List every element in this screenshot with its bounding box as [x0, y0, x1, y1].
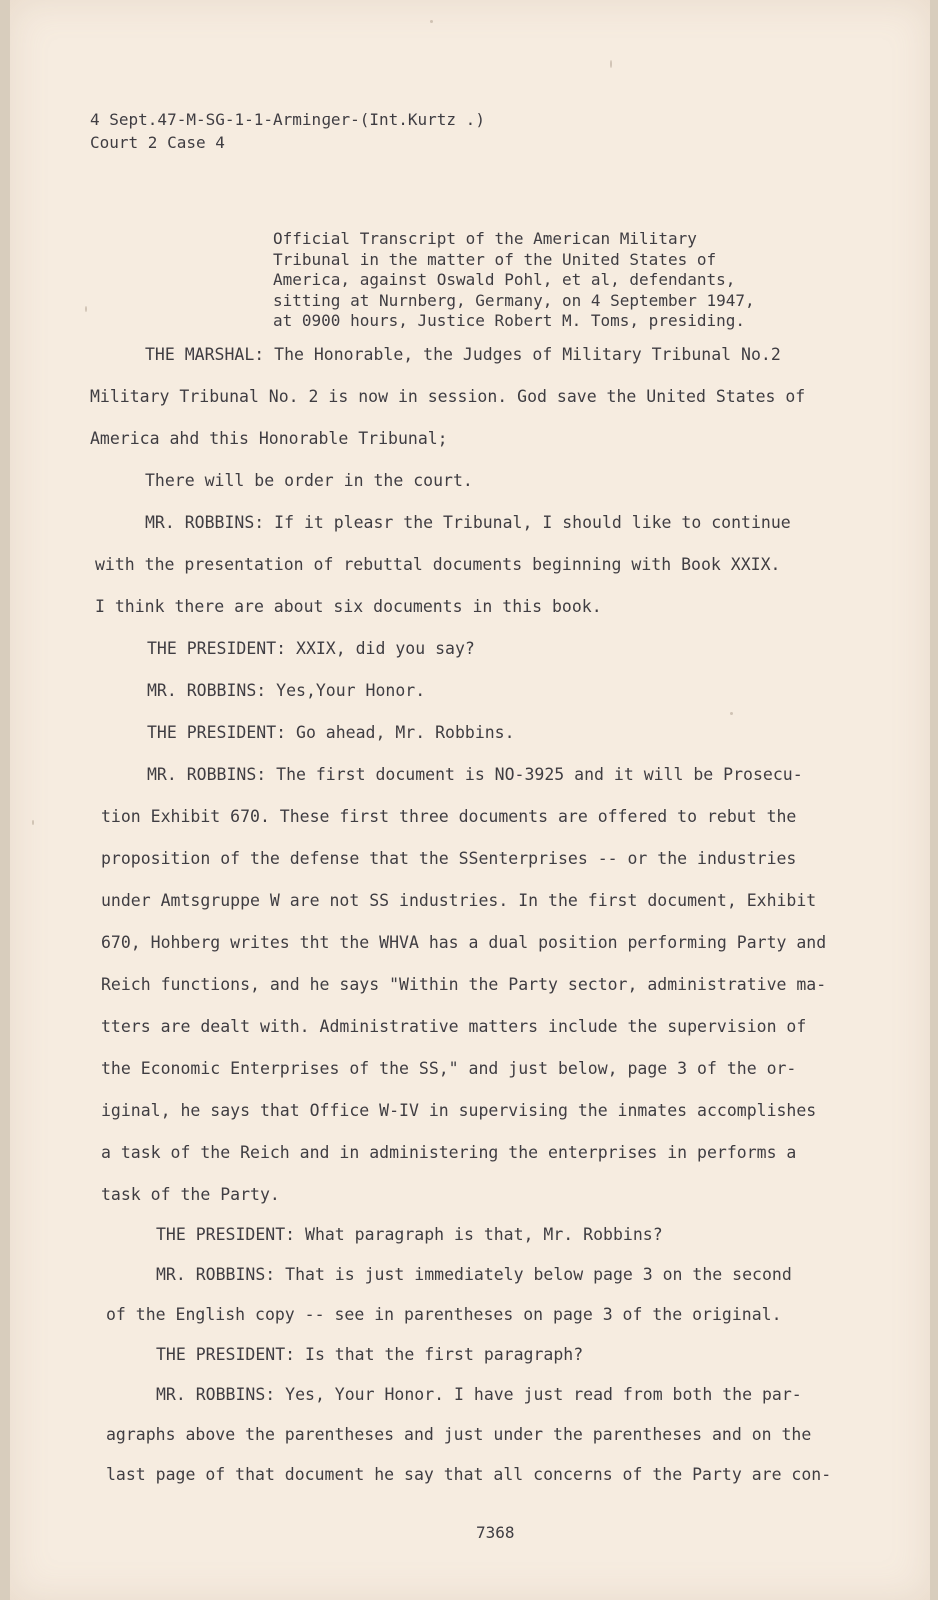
transcript-line: the Economic Enterprises of the SS," and just below, page 3 of the or- [101, 1059, 797, 1078]
transcript-line: Military Tribunal No. 2 is now in session. God save the United States of [90, 387, 806, 406]
transcript-line: MR. ROBBINS: The first document is NO-3925 and it will be Prosecu- [147, 765, 803, 784]
transcript-line: a task of the Reich and in administering the enterprises in performs a [101, 1143, 797, 1162]
transcript-line: MR. ROBBINS: If it pleasr the Tribunal, I should like to continue [145, 513, 791, 532]
transcript-line: proposition of the defense that the SSenterprises -- or the industries [101, 849, 797, 868]
transcript-line: I think there are about six documents in this book. [95, 597, 602, 616]
transcript-line: agraphs above the parentheses and just under the parentheses and on the [106, 1425, 812, 1444]
paper-speck [85, 306, 87, 312]
transcript-line: There will be order in the court. [145, 471, 473, 490]
paper-speck [610, 60, 612, 68]
transcript-line: THE PRESIDENT: Go ahead, Mr. Robbins. [147, 723, 515, 742]
transcript-line: THE MARSHAL: The Honorable, the Judges of Military Tribunal No.2 [145, 345, 781, 364]
transcript-line: America ahd this Honorable Tribunal; [90, 429, 448, 448]
transcript-caption [273, 229, 833, 332]
transcript-line: tters are dealt with. Administrative matters include the supervision of [101, 1017, 807, 1036]
transcript-line: last page of that document he say that all concerns of the Party are con- [106, 1465, 832, 1484]
transcript-line: of the English copy -- see in parentheses on page 3 of the original. [106, 1305, 782, 1324]
transcript-line: THE PRESIDENT: XXIX, did you say? [147, 639, 475, 658]
caption-line: at 0900 hours, Justice Robert M. Toms, presiding. [273, 311, 746, 330]
transcript-line: THE PRESIDENT: What paragraph is that, Mr. Robbins? [156, 1225, 663, 1244]
caption-line: sitting at Nurnberg, Germany, on 4 September 1947, [273, 290, 755, 310]
transcript-line: THE PRESIDENT: Is that the first paragraph? [156, 1345, 584, 1364]
transcript-line: under Amtsgruppe W are not SS industries. In the first document, Exhibit [101, 891, 817, 910]
caption-line: America, against Oswald Pohl, et al, defendants, [273, 270, 736, 289]
header-court-case: Court 2 Case 4 [90, 133, 225, 152]
caption-line: Official Transcript of the American Military [273, 229, 697, 248]
transcript-line: tion Exhibit 670. These first three documents are offered to rebut the [101, 807, 797, 826]
transcript-line: MR. ROBBINS: Yes,Your Honor. [147, 681, 426, 700]
transcript-line: 670, Hohberg writes tht the WHVA has a dual position performing Party and [101, 933, 827, 952]
header-reference: 4 Sept.47-M-SG-1-1-Arminɡer-(Int.Kurtz .) [90, 110, 485, 129]
transcript-line: MR. ROBBINS: That is just immediately below page 3 on the second [156, 1265, 792, 1284]
document-page [10, 0, 930, 1600]
page-number: 7368 [476, 1523, 515, 1542]
paper-speck [730, 712, 733, 715]
document-header [90, 108, 485, 154]
transcript-line: Reich functions, and he says "Within the Party sector, administrative ma- [101, 975, 827, 994]
paper-speck [430, 20, 433, 23]
caption-line: Tribunal in the matter of the United States of [273, 249, 717, 269]
transcript-line: iginal, he says that Office W-IV in supervising the inmates accomplishes [101, 1101, 817, 1120]
transcript-line: task of the Party. [101, 1185, 280, 1204]
transcript-line: MR. ROBBINS: Yes, Your Honor. I have just read from both the par- [156, 1385, 802, 1404]
transcript-line: with the presentation of rebuttal documents beginning with Book XXIX. [95, 555, 781, 574]
paper-speck [32, 820, 34, 825]
